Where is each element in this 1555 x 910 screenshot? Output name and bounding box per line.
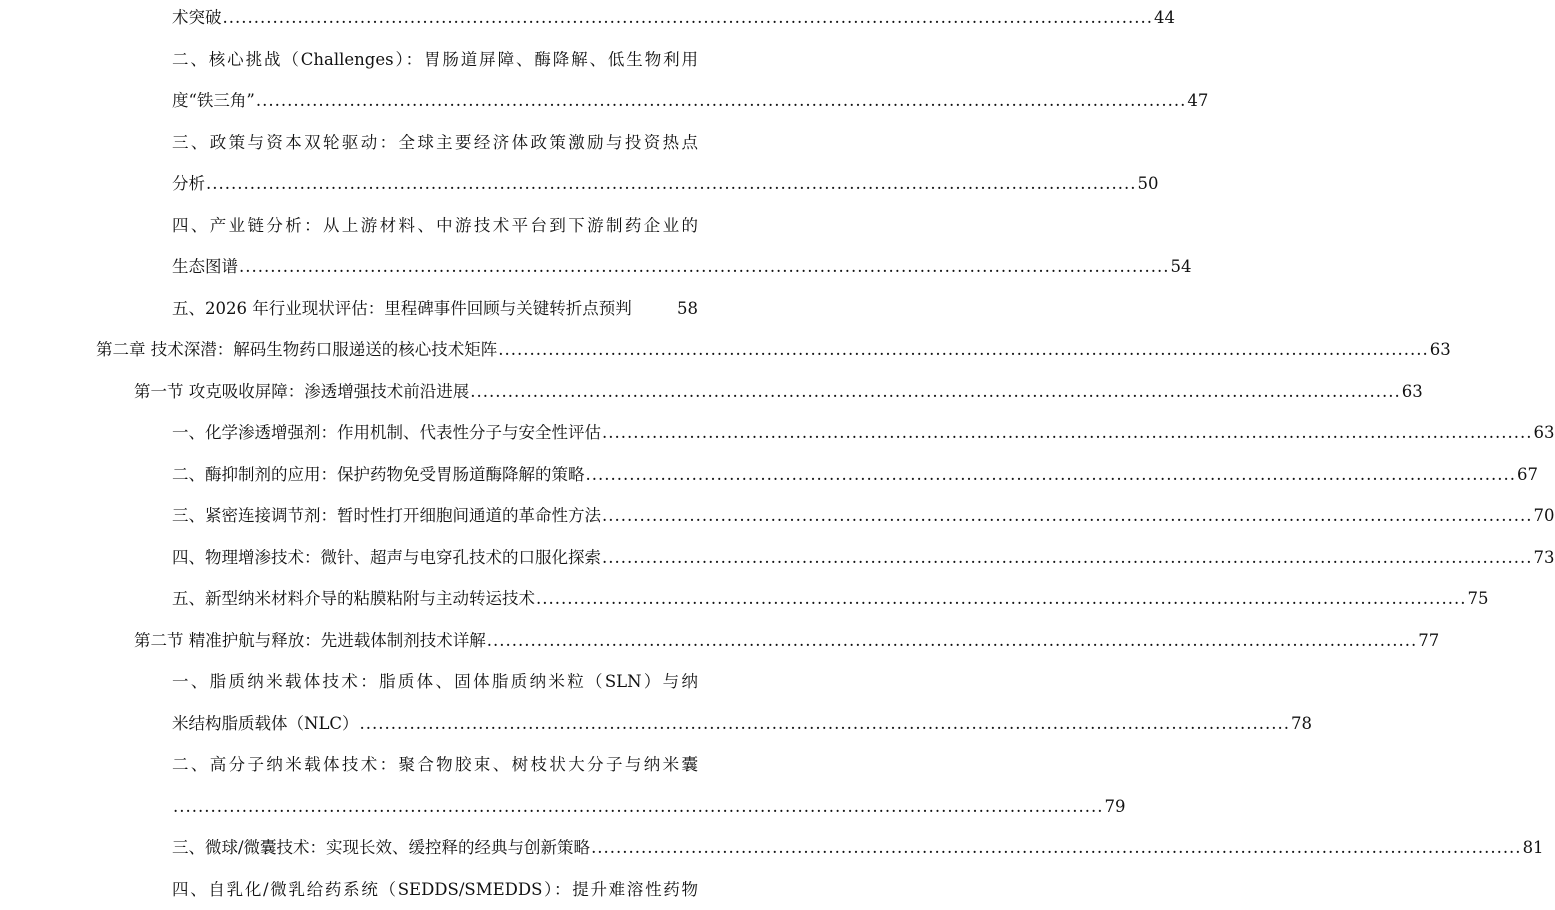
toc-entry-title: 三、微球/微囊技术：实现长效、缓控释的经典与创新策略 <box>172 838 591 857</box>
toc-entry[interactable] <box>172 3 1175 33</box>
toc-entry-title: 五、新型纳米材料介导的粘膜粘附与主动转运技术 <box>172 589 535 608</box>
toc-entry[interactable] <box>172 875 698 905</box>
toc-entry-title: 术突破 <box>172 8 222 27</box>
toc-entry[interactable] <box>172 792 1126 822</box>
toc-leader-dots: ..................................................................................................................................................... <box>206 174 1137 193</box>
toc-leader-dots: ..................................................................................................................................................... <box>239 257 1170 276</box>
toc-entry[interactable] <box>172 501 1555 531</box>
toc-leader-dots: ..................................................................................................................................................... <box>585 465 1516 484</box>
toc-chapter-entry[interactable] <box>96 335 1451 365</box>
toc-entry-title: 第一节 攻克吸收屏障：渗透增强技术前沿进展 <box>134 382 470 401</box>
toc-page-number: 63 <box>1533 423 1555 442</box>
toc-entry[interactable] <box>172 750 698 780</box>
toc-entry-title: 一、脂质纳米载体技术：脂质体、固体脂质纳米粒（SLN）与纳 <box>172 672 698 691</box>
toc-page-number: 44 <box>1154 8 1175 27</box>
toc-leader-dots: ..................................................................................................................................................... <box>602 548 1533 567</box>
toc-entry-title: 五、2026 年行业现状评估：里程碑事件回顾与关键转折点预判 <box>172 299 632 318</box>
toc-entry-title: 三、政策与资本双轮驱动：全球主要经济体政策激励与投资热点 <box>172 133 698 152</box>
toc-page-number: 81 <box>1522 838 1544 857</box>
toc-entry[interactable] <box>172 833 1544 863</box>
toc-leader-dots: ..................................................................................................................................................... <box>359 714 1291 733</box>
toc-leader-dots: ..................................................................................................................................................... <box>602 423 1533 442</box>
toc-entry-title: 四、自乳化/微乳给药系统（SEDDS/SMEDDS）：提升难溶性药物 <box>172 880 698 899</box>
toc-leader-dots: ..................................................................................................................................................... <box>602 506 1533 525</box>
toc-page-number: 47 <box>1187 91 1209 110</box>
toc-entry[interactable] <box>172 460 1538 490</box>
toc-entry[interactable] <box>172 128 698 158</box>
toc-entry-title: 生态图谱 <box>172 257 238 276</box>
toc-entry[interactable] <box>172 294 698 324</box>
toc-entry[interactable] <box>172 584 1489 614</box>
toc-page-number: 77 <box>1418 631 1440 650</box>
toc-page-number: 63 <box>1401 382 1423 401</box>
toc-page-number: 79 <box>1104 797 1126 816</box>
toc-entry[interactable] <box>172 169 1159 199</box>
toc-entry[interactable] <box>172 543 1555 573</box>
toc-entry[interactable] <box>172 211 698 241</box>
toc-page-number: 78 <box>1291 714 1313 733</box>
toc-entry-title: 二、酶抑制剂的应用：保护药物免受胃肠道酶降解的策略 <box>172 465 585 484</box>
toc-entry-title: 三、紧密连接调节剂：暂时性打开细胞间通道的革命性方法 <box>172 506 601 525</box>
toc-entry-title: 第二节 精准护航与释放：先进载体制剂技术详解 <box>134 631 486 650</box>
toc-entry[interactable] <box>172 86 1209 116</box>
toc-page-number: 70 <box>1533 506 1555 525</box>
toc-entry-title: 四、产业链分析：从上游材料、中游技术平台到下游制药企业的 <box>172 216 698 235</box>
toc-entry-title: 第二章 技术深潜：解码生物药口服递送的核心技术矩阵 <box>96 340 498 359</box>
toc-leader-dots: ..................................................................................................................................................... <box>498 340 1429 359</box>
toc-entry-title: 二、核心挑战（Challenges）：胃肠道屏障、酶降解、低生物利用 <box>172 50 698 69</box>
toc-page-number: 75 <box>1467 589 1489 608</box>
toc-page-number: 50 <box>1137 174 1159 193</box>
toc-entry-title: 二、高分子纳米载体技术：聚合物胶束、树枝状大分子与纳米囊 <box>172 755 698 774</box>
toc-section-entry[interactable] <box>134 377 1423 407</box>
toc-page-number: 58 <box>677 299 698 318</box>
toc-entry-title: 米结构脂质载体（NLC） <box>172 714 359 733</box>
toc-leader-dots: ..................................................................................................................................................... <box>173 797 1104 816</box>
toc-entry[interactable] <box>172 418 1555 448</box>
toc-page-number: 73 <box>1533 548 1555 567</box>
toc-leader-dots: ..................................................................................................................................................... <box>222 8 1153 27</box>
toc-leader-dots: ..................................................................................................................................................... <box>536 589 1467 608</box>
toc-page-number: 67 <box>1517 465 1538 484</box>
toc-entry[interactable] <box>172 667 698 697</box>
toc-leader-dots: ..................................................................................................................................................... <box>470 382 1401 401</box>
toc-leader-dots: ..................................................................................................................................................... <box>486 631 1418 650</box>
toc-entry-title: 分析 <box>172 174 205 193</box>
toc-leader-dots: ..................................................................................................................................................... <box>591 838 1522 857</box>
toc-entry[interactable] <box>172 45 698 75</box>
toc-leader-dots: ..................................................................................................................................................... <box>255 91 1187 110</box>
toc-entry-title: 四、物理增渗技术：微针、超声与电穿孔技术的口服化探索 <box>172 548 601 567</box>
toc-page-number: 54 <box>1170 257 1192 276</box>
toc-section-entry[interactable] <box>134 626 1440 656</box>
toc-entry[interactable] <box>172 709 1313 739</box>
toc-page-number: 63 <box>1429 340 1451 359</box>
toc-entry-title: 一、化学渗透增强剂：作用机制、代表性分子与安全性评估 <box>172 423 601 442</box>
toc-entry[interactable] <box>172 252 1192 282</box>
toc-entry-title: 度“铁三角” <box>172 91 255 110</box>
